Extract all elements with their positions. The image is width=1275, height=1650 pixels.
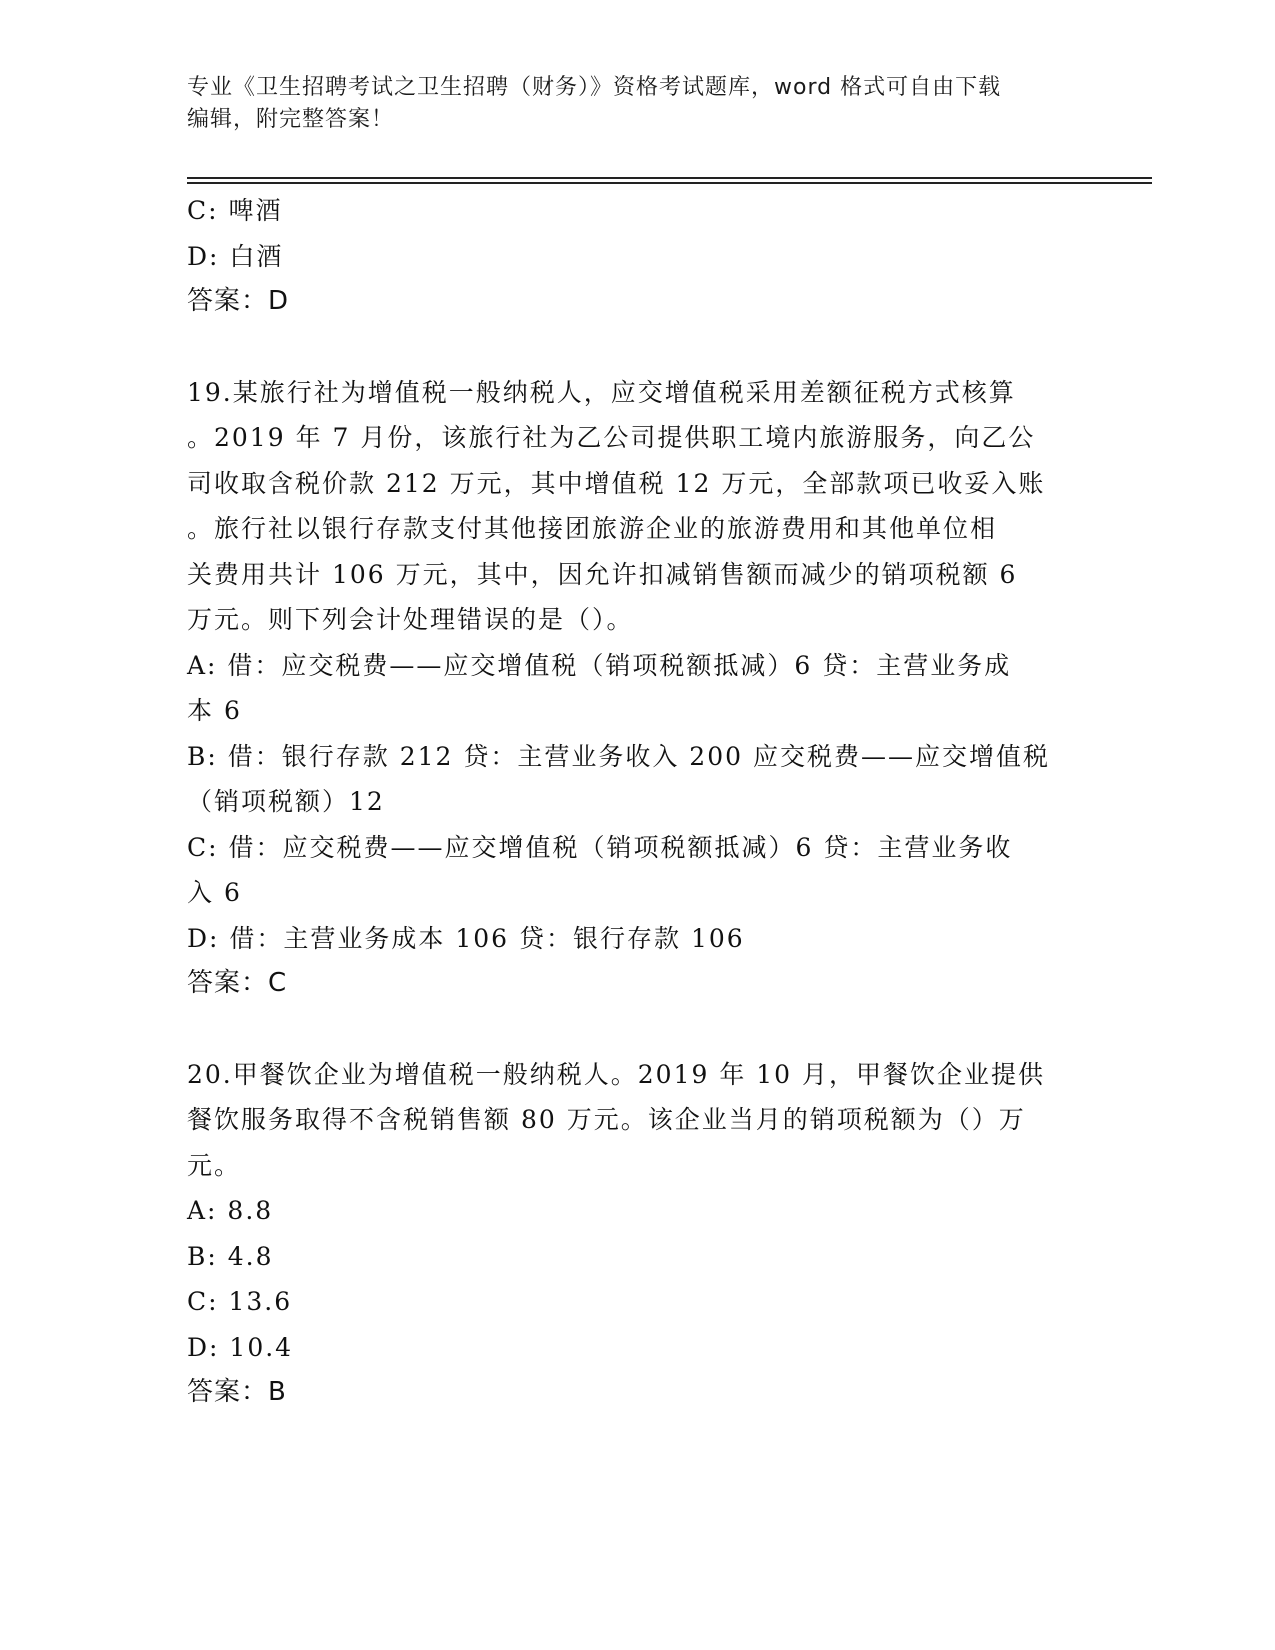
header-line-1: 专业《卫生招聘考试之卫生招聘（财务）》资格考试题库，word 格式可自由下载 [187, 75, 1002, 100]
question-stem-line: 元。 [187, 1150, 242, 1180]
option-b: B: 借：银行存款 212 贷：主营业务收入 200 应交税费——应交增值税 [187, 741, 1050, 771]
spacer [187, 325, 1067, 370]
option-c: C: 借：应交税费——应交增值税（销项税额抵减）6 贷：主营业务收 [187, 832, 1013, 862]
option-d: D: 10.4 [187, 1332, 294, 1362]
spacer [187, 1007, 1067, 1052]
question-stem-line: 万元。则下列会计处理错误的是（）。 [187, 605, 634, 634]
question-20 [187, 1052, 1067, 1416]
option-d: D: 白酒 [187, 241, 284, 271]
option-c-continued: 入 6 [187, 878, 242, 907]
question-stem-line: 19.某旅行社为增值税一般纳税人，应交增值税采用差额征税方式核算 [187, 377, 1016, 407]
question-stem-line: 。旅行社以银行存款支付其他接团旅游企业的旅游费用和其他单位相 [187, 514, 998, 543]
answer-line: 答案：D [187, 286, 290, 316]
header-divider-bottom [187, 182, 1152, 184]
option-c: C: 13.6 [187, 1287, 293, 1316]
question-stem-line: 20.甲餐饮企业为增值税一般纳税人。2019 年 10 月，甲餐饮企业提供 [187, 1059, 1046, 1089]
option-a-continued: 本 6 [187, 696, 242, 725]
question-19 [187, 370, 1067, 1007]
header-line-2: 编辑，附完整答案！ [187, 107, 395, 132]
question-stem-line: 。2019 年 7 月份，该旅行社为乙公司提供职工境内旅游服务，向乙公 [187, 423, 1036, 452]
option-d: D: 借：主营业务成本 106 贷：银行存款 106 [187, 923, 745, 953]
option-a: A: 8.8 [187, 1196, 274, 1225]
question-stem-line: 餐饮服务取得不含税销售额 80 万元。该企业当月的销项税额为（）万 [187, 1105, 1026, 1134]
previous-question-tail [187, 188, 1067, 325]
question-stem-line: 关费用共计 106 万元，其中，因允许扣减销售额而减少的销项税额 6 [187, 559, 1018, 589]
question-stem-line: 司收取含税价款 212 万元，其中增值税 12 万元，全部款项已收妥入账 [187, 468, 1046, 498]
option-a: A: 借：应交税费——应交增值税（销项税额抵减）6 贷：主营业务成 [187, 650, 1012, 680]
answer-line: 答案：B [187, 1377, 287, 1407]
question-content [187, 188, 1067, 1416]
option-b-continued: （销项税额）12 [187, 787, 385, 816]
option-b: B: 4.8 [187, 1241, 274, 1271]
document-header [187, 72, 1067, 136]
option-c: C: 啤酒 [187, 196, 283, 225]
header-divider-top [187, 177, 1152, 179]
answer-line: 答案：C [187, 968, 288, 998]
